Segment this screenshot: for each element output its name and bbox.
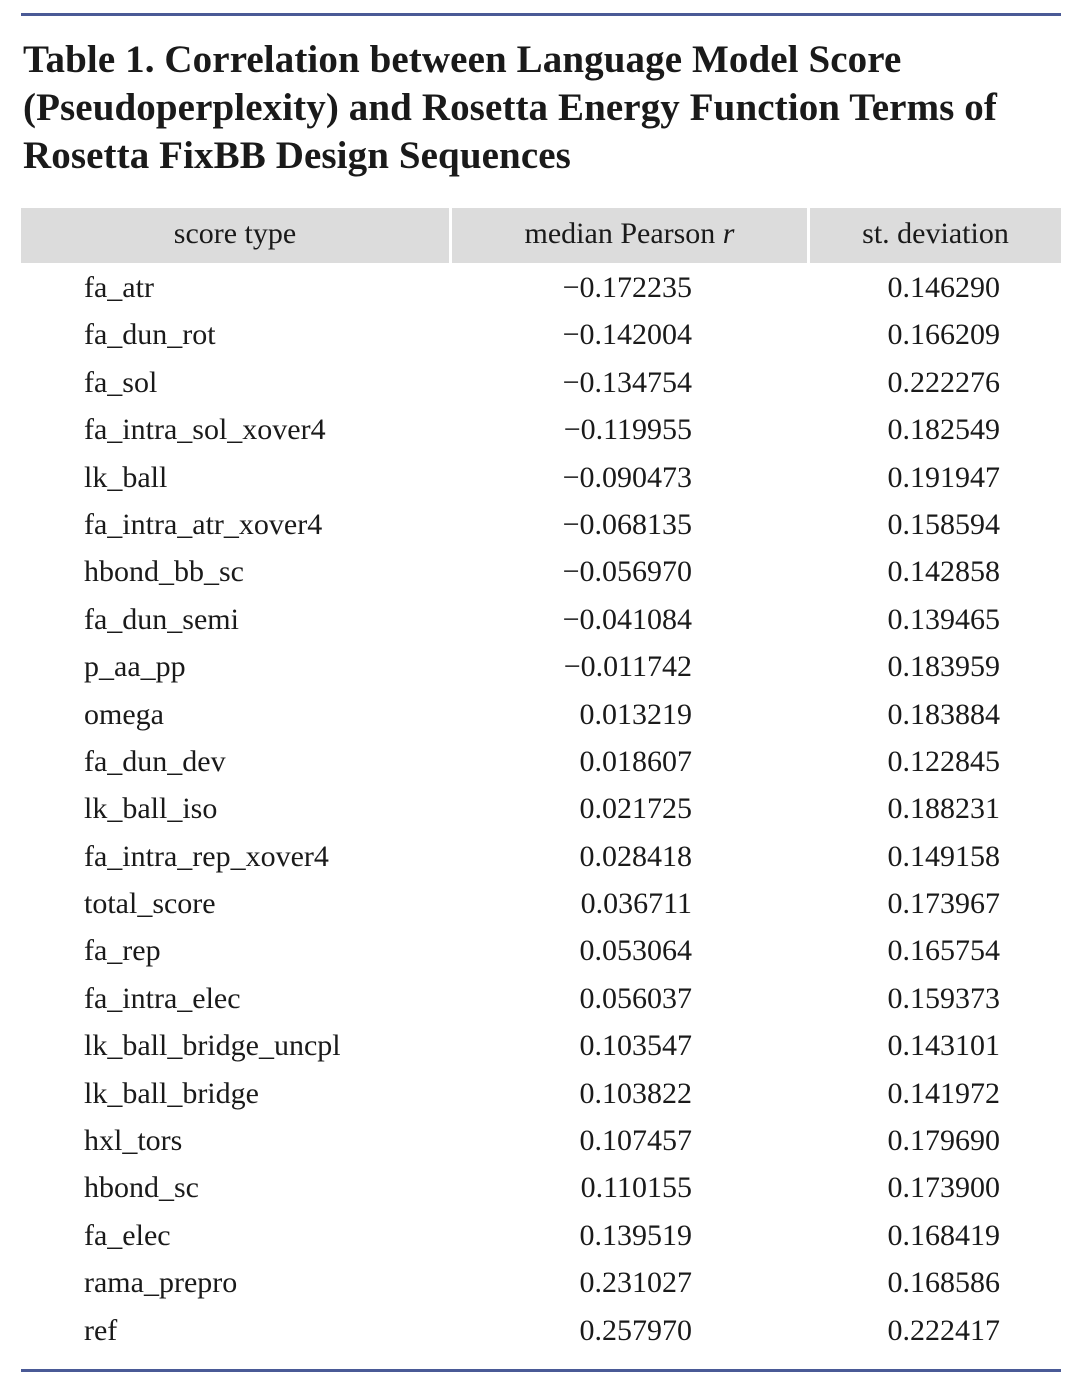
score-type-cell: fa_rep xyxy=(84,934,161,968)
score-type-cell: hbond_sc xyxy=(84,1171,199,1205)
st-deviation-cell: 0.222276 xyxy=(887,365,1000,399)
table-row xyxy=(0,835,1080,882)
score-type-cell: fa_atr xyxy=(84,271,154,304)
median-pearson-cell: 0.056037 xyxy=(579,981,692,1015)
header-score-type xyxy=(21,208,449,263)
table-row xyxy=(0,313,1080,360)
score-type-cell: fa_sol xyxy=(84,365,158,399)
median-pearson-cell: 0.107457 xyxy=(579,1124,692,1158)
table-row xyxy=(0,787,1080,834)
st-deviation-cell: 0.173967 xyxy=(887,887,1000,921)
table-row xyxy=(0,882,1080,929)
st-deviation-cell: 0.179690 xyxy=(887,1124,1000,1158)
score-type-cell: rama_prepro xyxy=(84,1266,238,1300)
score-type-cell: lk_ball_iso xyxy=(84,792,218,826)
median-pearson-cell: −0.041084 xyxy=(562,602,692,636)
table-row xyxy=(0,503,1080,550)
score-type-cell: fa_intra_elec xyxy=(84,981,241,1015)
median-pearson-cell: −0.142004 xyxy=(562,318,692,352)
st-deviation-cell: 0.166209 xyxy=(887,318,1000,352)
table-top-rule xyxy=(21,13,1061,16)
median-pearson-cell: 0.139519 xyxy=(579,1218,692,1252)
st-deviation-cell: 0.149158 xyxy=(887,839,1000,873)
st-deviation-cell: 0.168419 xyxy=(887,1218,1000,1252)
table-row xyxy=(0,1261,1080,1308)
st-deviation-cell: 0.143101 xyxy=(887,1029,1000,1063)
st-deviation-cell: 0.173900 xyxy=(887,1171,1000,1205)
table-row xyxy=(0,550,1080,597)
score-type-cell: lk_ball xyxy=(84,460,168,494)
score-type-cell: p_aa_pp xyxy=(84,650,186,684)
header-st-deviation xyxy=(810,208,1061,263)
table-row xyxy=(0,1119,1080,1166)
median-pearson-cell: −0.172235 xyxy=(562,271,692,304)
table-row xyxy=(0,1024,1080,1071)
table-row xyxy=(0,361,1080,408)
st-deviation-cell: 0.141972 xyxy=(887,1076,1000,1110)
st-deviation-cell: 0.188231 xyxy=(887,792,1000,826)
table-row xyxy=(0,1072,1080,1119)
median-pearson-cell: 0.013219 xyxy=(579,697,692,731)
header-median-pearson xyxy=(452,208,807,263)
table-caption: Table 1. Correlation between Language Model Score (Pseudoperplexity) and Rosetta Energy Function Terms of Rosetta FixBB Design Sequences xyxy=(23,38,997,177)
median-pearson-cell: 0.018607 xyxy=(579,744,692,778)
score-type-cell: fa_dun_semi xyxy=(84,602,239,636)
st-deviation-cell: 0.183884 xyxy=(887,697,1000,731)
table-row xyxy=(0,1309,1080,1356)
median-pearson-cell: 0.028418 xyxy=(579,839,692,873)
score-type-cell: omega xyxy=(84,697,164,731)
table-header xyxy=(21,208,1061,263)
table-row xyxy=(0,645,1080,692)
table-row xyxy=(0,1214,1080,1261)
st-deviation-cell: 0.168586 xyxy=(887,1266,1000,1300)
st-deviation-cell: 0.183959 xyxy=(887,650,1000,684)
median-pearson-cell: 0.103547 xyxy=(579,1029,692,1063)
median-pearson-cell: −0.068135 xyxy=(562,507,692,541)
st-deviation-cell: 0.146290 xyxy=(887,271,1000,304)
table-row xyxy=(0,929,1080,976)
header-median-pearson-label: median Pearson xyxy=(524,217,716,250)
st-deviation-cell: 0.222417 xyxy=(887,1313,1000,1347)
median-pearson-cell: −0.056970 xyxy=(562,555,692,589)
score-type-cell: hbond_bb_sc xyxy=(84,555,244,589)
st-deviation-cell: 0.159373 xyxy=(887,981,1000,1015)
table-row xyxy=(0,693,1080,740)
score-type-cell: fa_elec xyxy=(84,1218,171,1252)
st-deviation-cell: 0.191947 xyxy=(887,460,1000,494)
table-row xyxy=(0,598,1080,645)
table-row xyxy=(0,977,1080,1024)
score-type-cell: fa_intra_sol_xover4 xyxy=(84,413,326,447)
table-row xyxy=(0,408,1080,455)
table-body xyxy=(0,266,1080,1356)
table-row xyxy=(0,1166,1080,1213)
median-pearson-cell: −0.090473 xyxy=(562,460,692,494)
table-bottom-rule xyxy=(21,1369,1061,1372)
header-st-deviation-label: st. deviation xyxy=(862,217,1009,250)
median-pearson-cell: 0.021725 xyxy=(579,792,692,826)
st-deviation-cell: 0.122845 xyxy=(887,744,1000,778)
header-pearson-r-symbol: r xyxy=(722,217,735,250)
median-pearson-cell: −0.011742 xyxy=(563,650,692,684)
score-type-cell: lk_ball_bridge xyxy=(84,1076,259,1110)
score-type-cell: fa_dun_rot xyxy=(84,318,216,352)
median-pearson-cell: 0.110155 xyxy=(580,1171,692,1205)
median-pearson-cell: 0.053064 xyxy=(579,934,692,968)
table-row xyxy=(0,740,1080,787)
st-deviation-cell: 0.165754 xyxy=(887,934,1000,968)
st-deviation-cell: 0.182549 xyxy=(887,413,1000,447)
median-pearson-cell: 0.103822 xyxy=(579,1076,692,1110)
score-type-cell: fa_intra_atr_xover4 xyxy=(84,507,323,541)
median-pearson-cell: 0.231027 xyxy=(579,1266,692,1300)
score-type-cell: lk_ball_bridge_uncpl xyxy=(84,1029,341,1063)
score-type-cell: fa_dun_dev xyxy=(84,744,226,778)
median-pearson-cell: 0.257970 xyxy=(579,1313,692,1347)
score-type-cell: total_score xyxy=(84,887,216,921)
st-deviation-cell: 0.142858 xyxy=(887,555,1000,589)
table-row xyxy=(0,456,1080,503)
table-row xyxy=(0,266,1080,313)
median-pearson-cell: 0.036711 xyxy=(580,887,692,921)
st-deviation-cell: 0.158594 xyxy=(887,507,1000,541)
st-deviation-cell: 0.139465 xyxy=(887,602,1000,636)
median-pearson-cell: −0.119955 xyxy=(563,413,692,447)
median-pearson-cell: −0.134754 xyxy=(562,365,692,399)
score-type-cell: fa_intra_rep_xover4 xyxy=(84,839,329,873)
header-score-type-label: score type xyxy=(173,217,297,250)
score-type-cell: ref xyxy=(84,1313,118,1347)
score-type-cell: hxl_tors xyxy=(84,1124,183,1158)
